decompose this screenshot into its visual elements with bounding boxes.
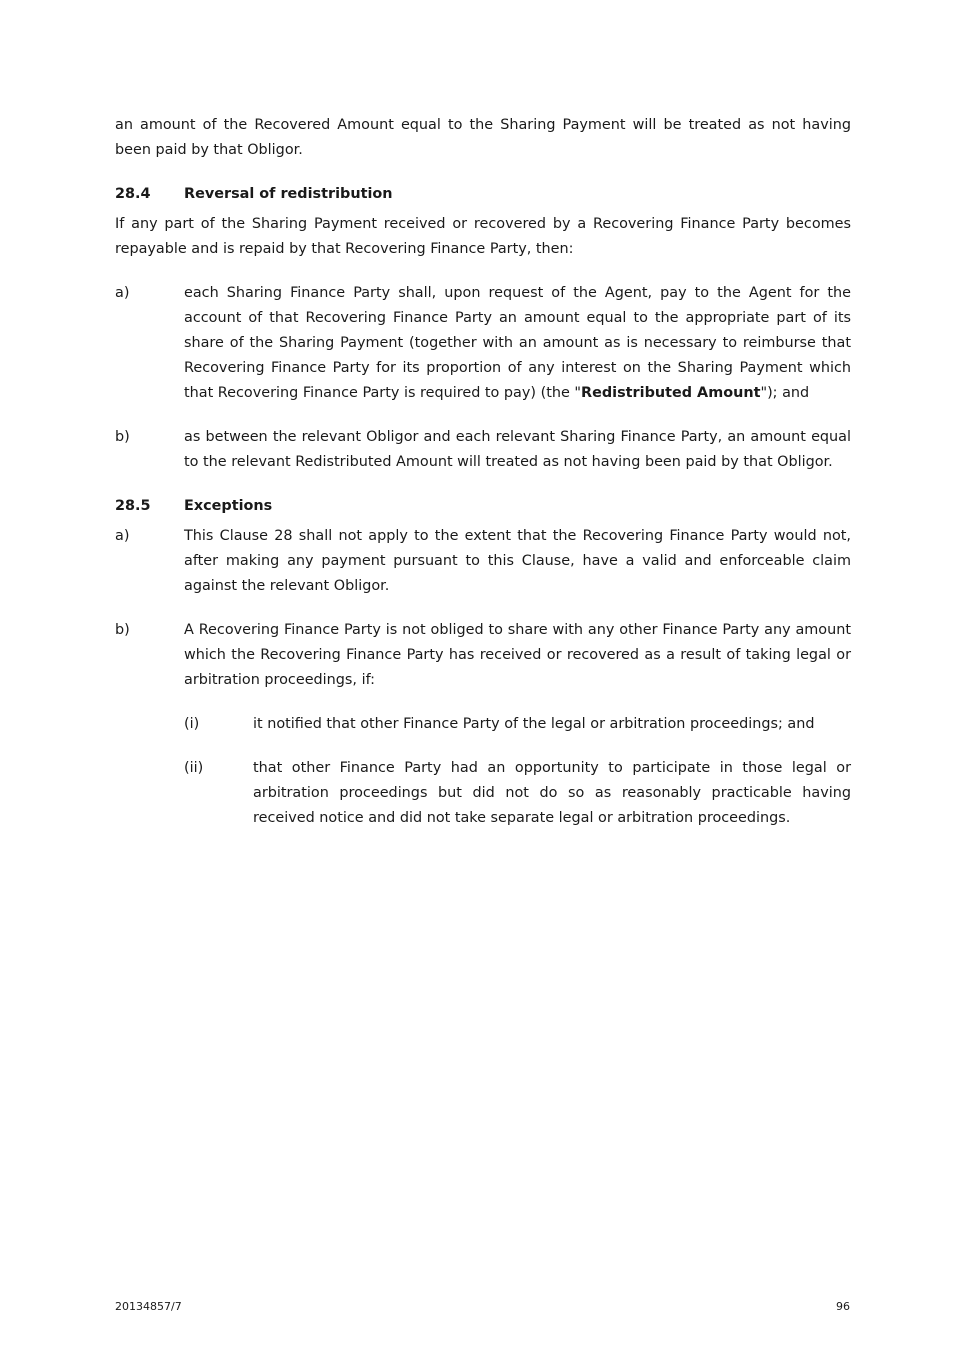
item-label: b) (115, 622, 130, 638)
section-28-5-item-b (115, 618, 851, 693)
intro-paragraph (115, 113, 851, 163)
section-28-5-subitem-ii (184, 756, 851, 831)
item-text: A Recovering Finance Party is not obliged to share with any other Finance Party any amount which the Recovering Finance Party has received or recovered as a result of taking legal or arbitration proceedings, if: (184, 622, 851, 688)
section-title: Reversal of redistribution (184, 186, 393, 202)
item-text-after: "); and (760, 385, 810, 401)
defined-term: Redistributed Amount (581, 385, 761, 401)
section-28-4-intro (115, 212, 851, 262)
subitem-label: (i) (184, 716, 200, 732)
footer-page-number: 96 (836, 1300, 850, 1313)
section-intro-text: If any part of the Sharing Payment received or recovered by a Recovering Finance Party becomes repayable and is repaid by that Recovering Finance Party, then: (115, 216, 851, 257)
item-text: This Clause 28 shall not apply to the extent that the Recovering Finance Party would not, after making any payment pursuant to this Clause, have a valid and enforceable claim against the relevant Obligor. (184, 528, 851, 594)
item-label: a) (115, 285, 130, 301)
section-28-5-heading (115, 494, 851, 519)
section-number: 28.4 (115, 186, 151, 202)
item-label: b) (115, 429, 130, 445)
section-28-4-item-a (115, 281, 851, 406)
footer-doc-ref: 20134857/7 (115, 1300, 182, 1313)
section-number: 28.5 (115, 498, 151, 514)
section-28-5-subitem-i (184, 712, 851, 737)
section-title: Exceptions (184, 498, 273, 514)
item-text-before: each Sharing Finance Party shall, upon request of the Agent, pay to the Agent for the account of that Recovering Finance Party an amount equal to the appropriate part of its share of the Sharing Payment (together with an amount as is necessary to reimburse that Recovering Finance Party for its proportion of any interest on the Sharing Payment which that Recovering Finance Party is required to pay) (the " (184, 285, 851, 401)
section-28-4-heading (115, 182, 851, 207)
item-text: as between the relevant Obligor and each relevant Sharing Finance Party, an amount equal to the relevant Redistributed Amount will treated as not having been paid by that Obligor. (184, 429, 851, 470)
section-28-4-item-b (115, 425, 851, 475)
item-text (184, 281, 851, 406)
subitem-text: that other Finance Party had an opportunity to participate in those legal or arbitration proceedings but did not do so as reasonably practicable having received notice and did not take separate legal or arbitration proceedings. (253, 760, 851, 826)
intro-text: an amount of the Recovered Amount equal to the Sharing Payment will be treated as not having been paid by that Obligor. (115, 117, 851, 158)
subitem-text: it notified that other Finance Party of the legal or arbitration proceedings; and (253, 716, 815, 732)
section-28-5-item-a (115, 524, 851, 599)
subitem-label: (ii) (184, 760, 204, 776)
item-label: a) (115, 528, 130, 544)
